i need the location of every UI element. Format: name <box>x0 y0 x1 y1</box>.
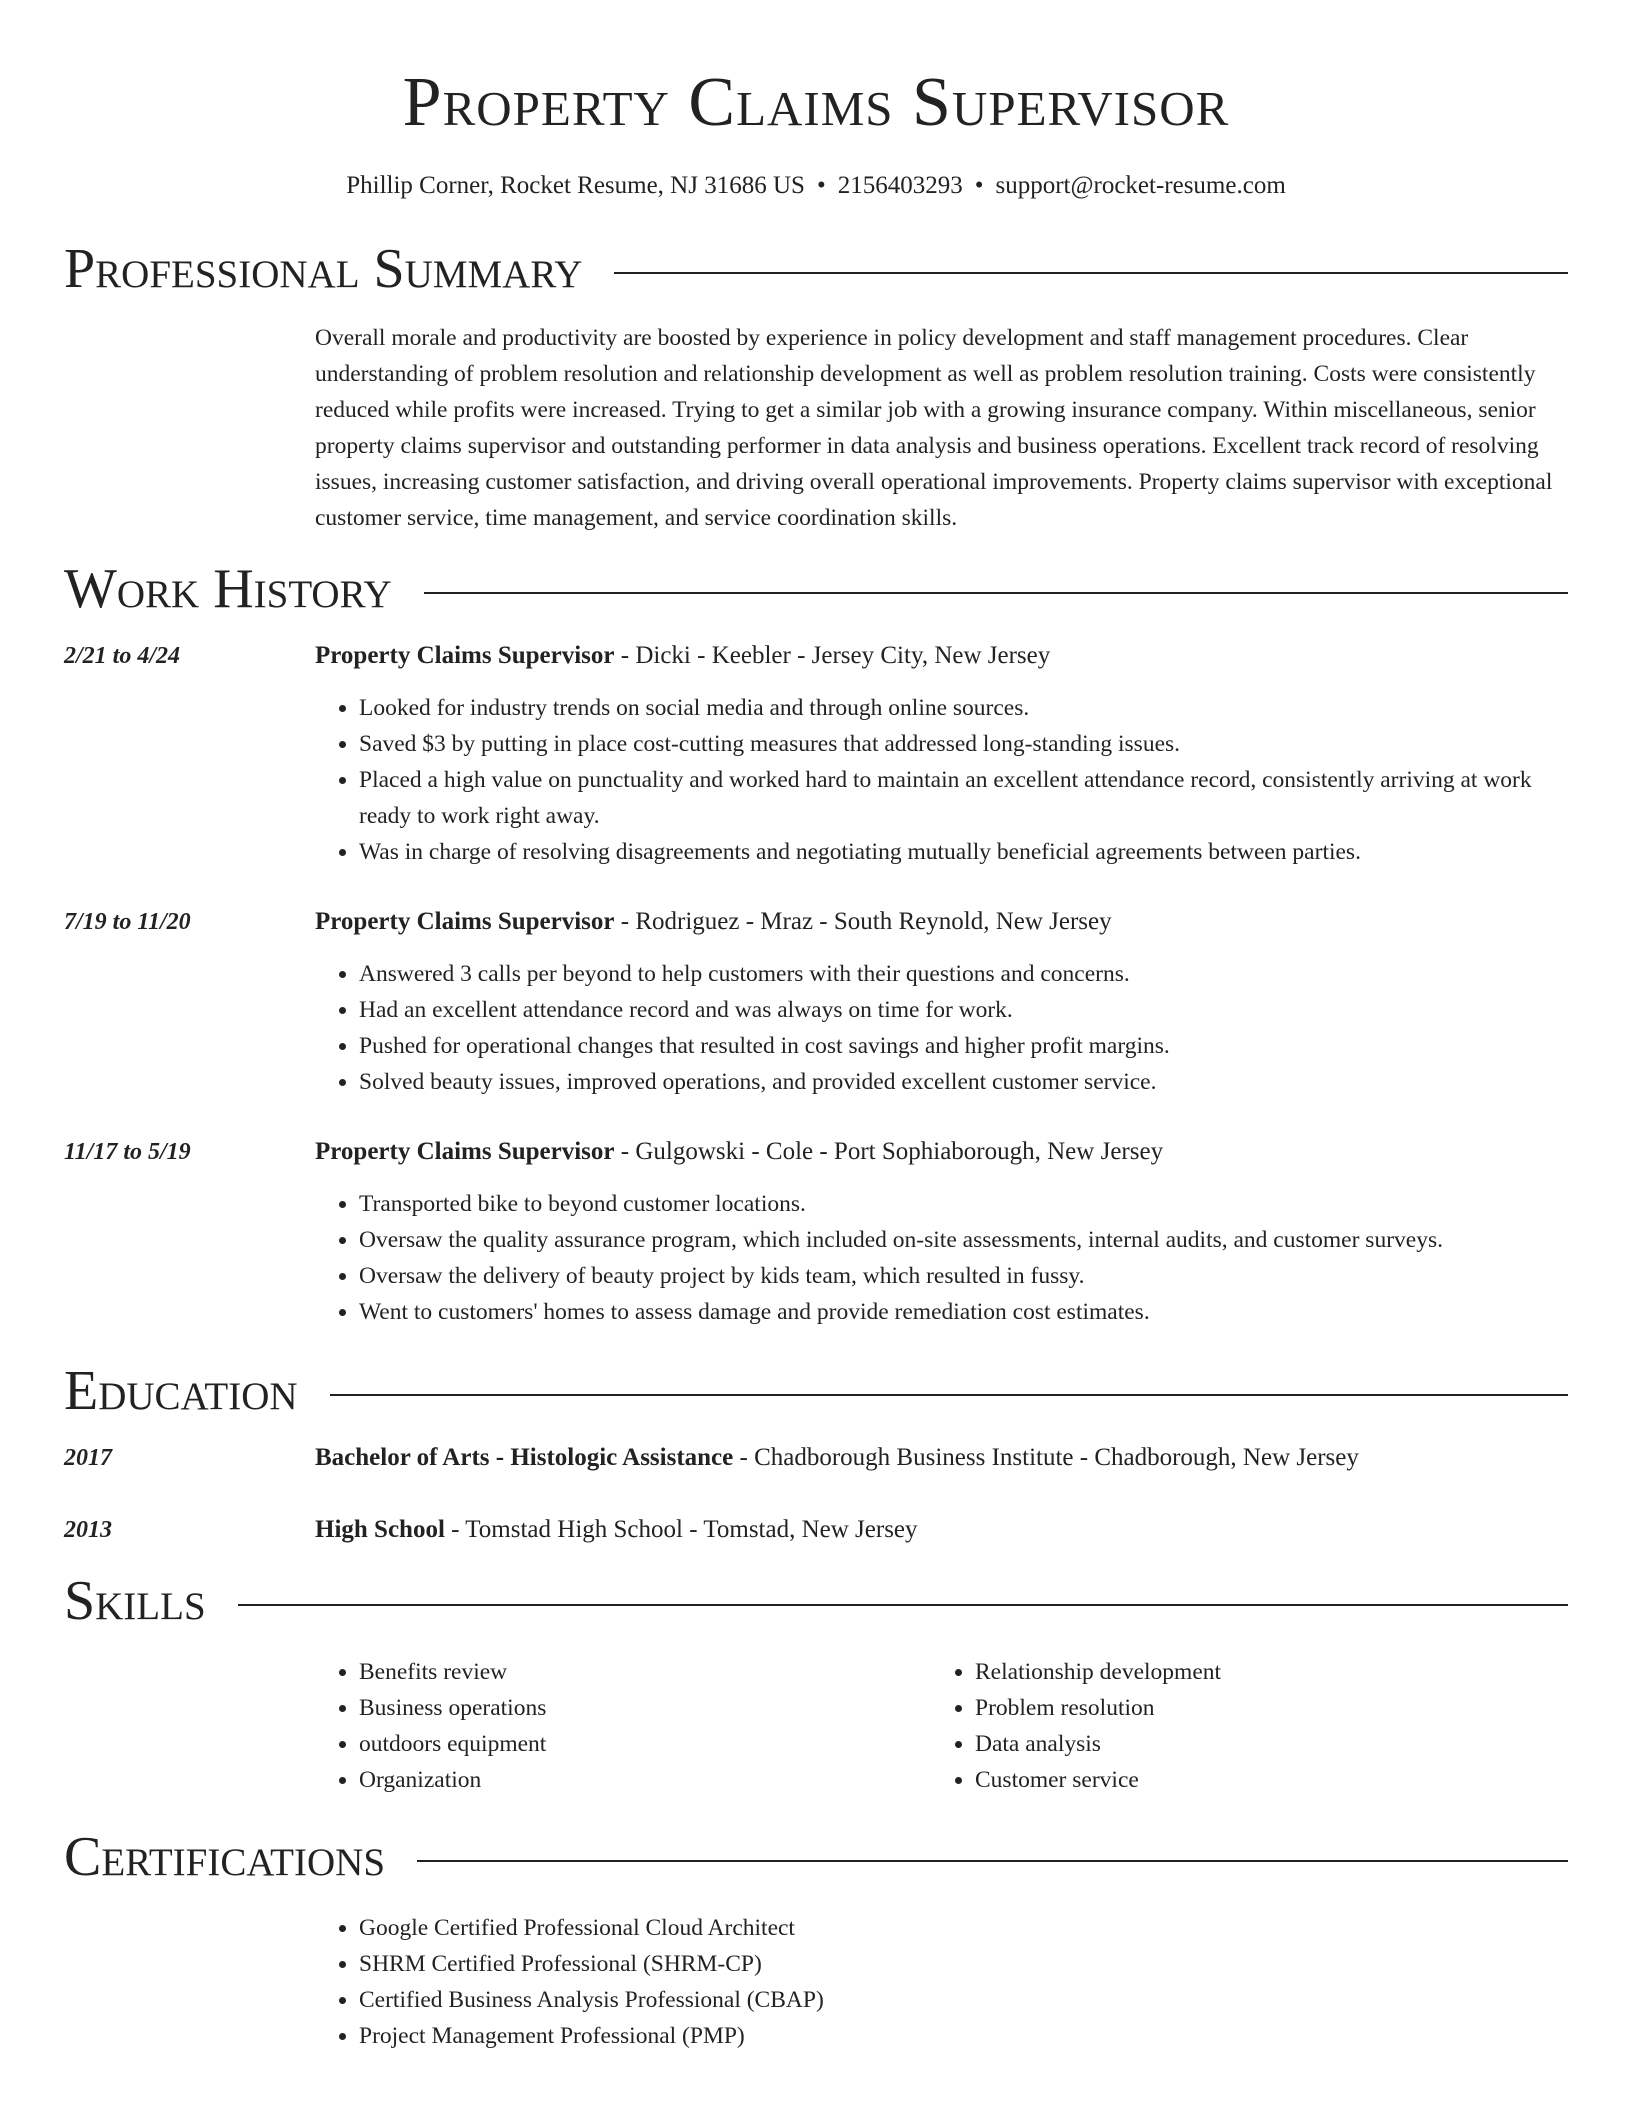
skill-item: • Customer service <box>975 1762 1547 1798</box>
job-details: - Dicki - Keebler - Jersey City, New Jersey <box>614 642 1051 669</box>
education-entry <box>64 1512 1568 1548</box>
certifications-list <box>315 1910 1568 2054</box>
job-bullet: • Solved beauty issues, improved operations, and provided excellent customer service. <box>359 1064 1568 1100</box>
resume-title: Property Claims Supervisor <box>402 64 1230 141</box>
job-bullet: • Pushed for operational changes that resulted in cost savings and higher profit margins. <box>359 1028 1568 1064</box>
job-dates: 11/17 to 5/19 <box>64 1139 191 1165</box>
job-bullet: • Answered 3 calls per beyond to help customers with their questions and concerns. <box>359 956 1568 992</box>
job-title-line <box>315 904 1568 940</box>
job-content <box>315 638 1568 870</box>
certifications-section-header <box>64 1822 1568 1892</box>
skill-item: • Problem resolution <box>975 1690 1547 1726</box>
education-details: - Chadborough Business Institute - Chadborough, New Jersey <box>733 1444 1359 1471</box>
certification-item: • SHRM Certified Professional (SHRM-CP) <box>359 1946 1568 1982</box>
education-line <box>315 1440 1568 1476</box>
job-entry <box>64 904 1568 1100</box>
education-entry <box>64 1440 1568 1476</box>
skills-column-left <box>315 1654 931 1798</box>
work-section-header <box>64 554 1568 624</box>
education-degree: High School <box>315 1516 445 1543</box>
contact-line <box>64 170 1568 202</box>
contact-separator: • <box>974 172 984 199</box>
skill-item: • Organization <box>359 1762 931 1798</box>
contact-separator: • <box>816 172 826 199</box>
job-bullet: • Was in charge of resolving disagreements and negotiating mutually beneficial agreements between parties. <box>359 834 1568 870</box>
job-bullets <box>315 1186 1568 1330</box>
job-bullets <box>315 690 1568 870</box>
education-degree: Bachelor of Arts - Histologic Assistance <box>315 1444 734 1471</box>
job-title: Property Claims Supervisor <box>315 1138 615 1165</box>
job-entry <box>64 638 1568 870</box>
summary-text: Overall morale and productivity are boosted by experience in policy development and staff management procedures. Clear understanding of problem resolution and relationship development as well as problem resolution training. Costs were consistently reduced while profits were increased. Trying to get a similar job with a growing insurance company. Within miscellaneous, senior property claims supervisor and outstanding performer in data analysis and business operations. Excellent track record of resolving issues, increasing customer satisfaction, and driving overall operational improvements. Property claims supervisor with exceptional customer service, time management, and service coordination skills. <box>315 325 1553 531</box>
certifications-items <box>315 1910 1568 2054</box>
section-divider <box>417 1860 1568 1862</box>
education-section-header <box>64 1356 1568 1426</box>
job-title: Property Claims Supervisor <box>315 642 615 669</box>
job-bullets <box>315 956 1568 1100</box>
certification-item: • Certified Business Analysis Professional (CBAP) <box>359 1982 1568 2018</box>
job-title: Property Claims Supervisor <box>315 908 615 935</box>
job-bullet: • Oversaw the quality assurance program, which included on-site assessments, internal audits, and customer surveys. <box>359 1222 1568 1258</box>
skill-item: • Business operations <box>359 1690 931 1726</box>
skill-item: • Relationship development <box>975 1654 1547 1690</box>
education-line <box>315 1512 1568 1548</box>
skills-list <box>315 1654 1568 1798</box>
job-entry <box>64 1134 1568 1330</box>
skills-column-right <box>931 1654 1547 1798</box>
job-bullet: • Placed a high value on punctuality and worked hard to maintain an excellent attendance record, consistently arriving at work ready to work right away. <box>359 762 1568 834</box>
skill-item: • outdoors equipment <box>359 1726 931 1762</box>
job-bullet: • Had an excellent attendance record and was always on time for work. <box>359 992 1568 1028</box>
job-content <box>315 1134 1568 1330</box>
skills-section-header <box>64 1566 1568 1636</box>
job-details: - Rodriguez - Mraz - South Reynold, New Jersey <box>614 908 1112 935</box>
job-title-line <box>315 1134 1568 1170</box>
job-dates: 7/19 to 11/20 <box>64 909 191 935</box>
contact-email: support@rocket-resume.com <box>995 172 1286 199</box>
certifications-heading: Certifications <box>64 1826 386 1888</box>
education-heading: Education <box>64 1360 298 1422</box>
job-bullet: • Went to customers' homes to assess damage and provide remediation cost estimates. <box>359 1294 1568 1330</box>
certification-item: • Google Certified Professional Cloud Architect <box>359 1910 1568 1946</box>
job-bullet: • Oversaw the delivery of beauty project by kids team, which resulted in fussy. <box>359 1258 1568 1294</box>
skill-item: • Benefits review <box>359 1654 931 1690</box>
section-divider <box>614 272 1568 274</box>
section-divider <box>330 1394 1568 1396</box>
contact-address: Phillip Corner, Rocket Resume, NJ 31686 US <box>346 172 805 199</box>
skill-item: • Data analysis <box>975 1726 1547 1762</box>
job-details: - Gulgowski - Cole - Port Sophiaborough, New Jersey <box>614 1138 1164 1165</box>
summary-heading: Professional Summary <box>64 238 583 300</box>
job-title-line <box>315 638 1568 674</box>
summary-section-header <box>64 234 1568 304</box>
job-dates: 2/21 to 4/24 <box>64 643 181 669</box>
job-bullet: • Transported bike to beyond customer locations. <box>359 1186 1568 1222</box>
job-bullet: • Saved $3 by putting in place cost-cutting measures that addressed long-standing issues. <box>359 726 1568 762</box>
job-content <box>315 904 1568 1100</box>
certification-item: • Project Management Professional (PMP) <box>359 2018 1568 2054</box>
education-year: 2017 <box>64 1445 112 1471</box>
education-year: 2013 <box>64 1517 112 1543</box>
section-divider <box>238 1604 1568 1606</box>
work-heading: Work History <box>64 558 392 620</box>
contact-phone: 2156403293 <box>837 172 963 199</box>
section-divider <box>424 592 1568 594</box>
education-details: - Tomstad High School - Tomstad, New Jersey <box>444 1516 918 1543</box>
job-bullet: • Looked for industry trends on social media and through online sources. <box>359 690 1568 726</box>
skills-heading: Skills <box>64 1570 206 1632</box>
